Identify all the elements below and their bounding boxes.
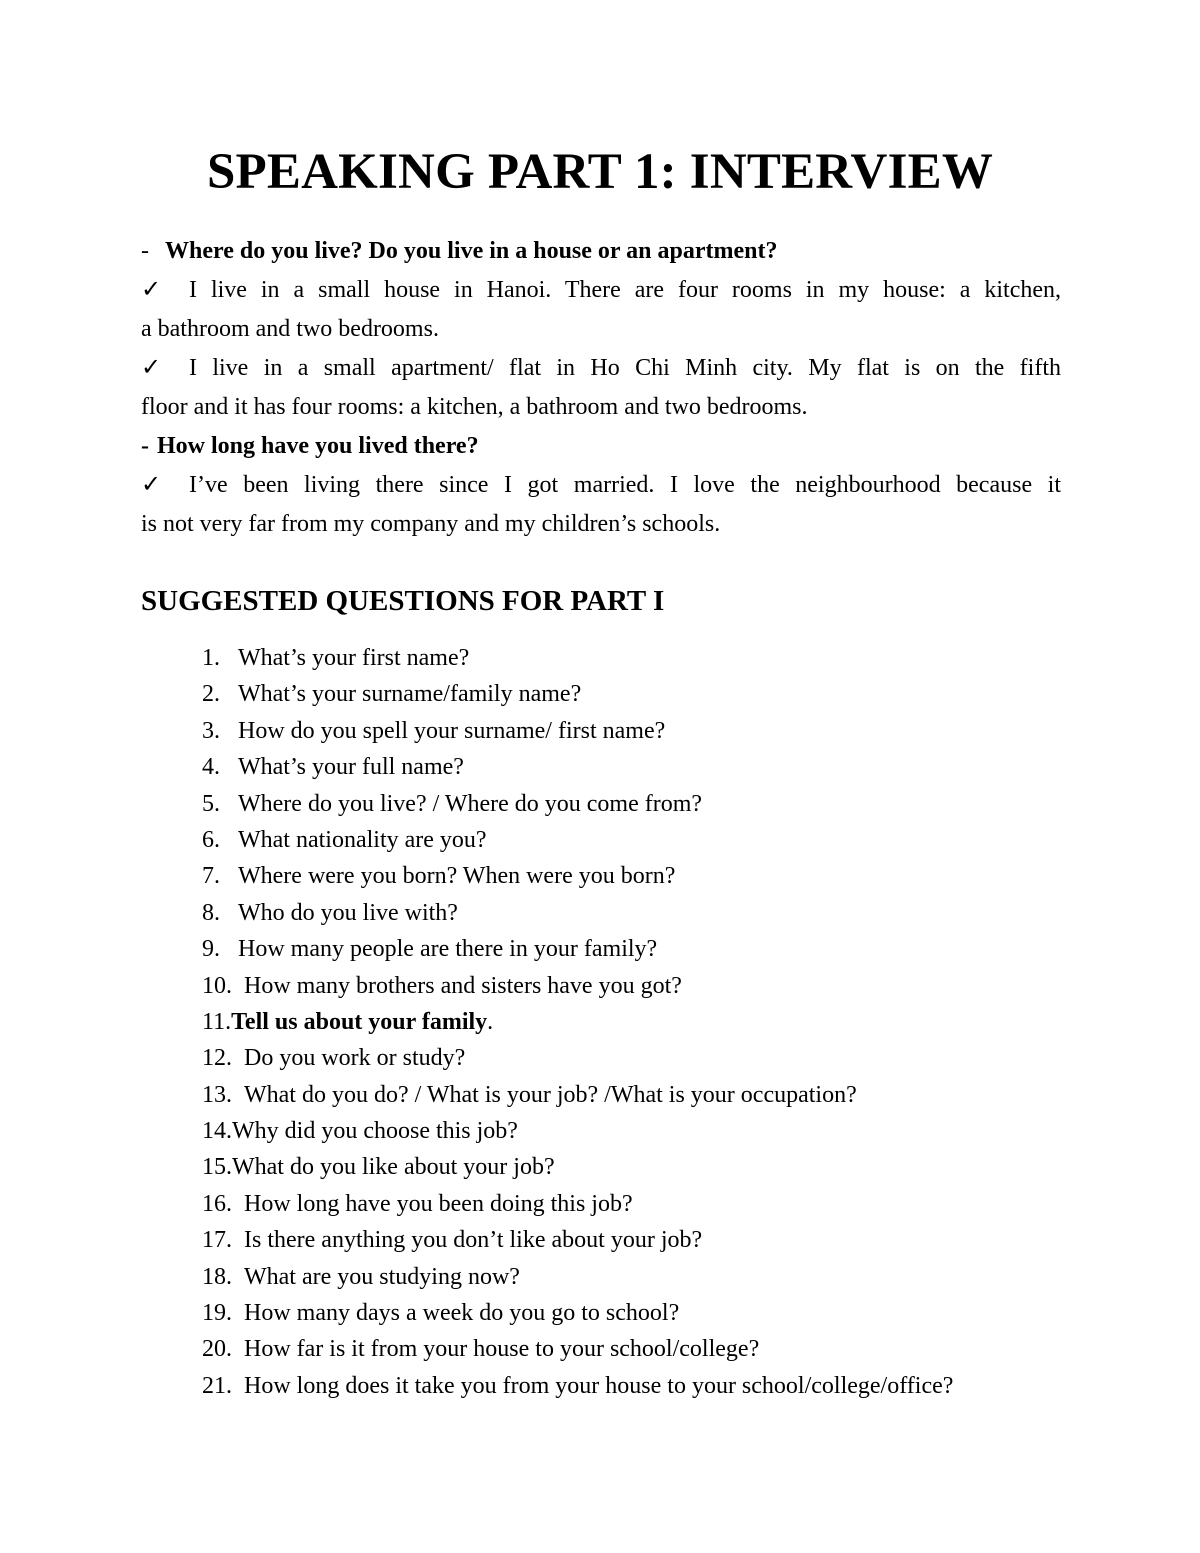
answer-line-continued — [141, 505, 1061, 544]
list-item-text: Who do you live with? — [238, 899, 458, 926]
list-item-text: How do you spell your surname/ first name? — [238, 717, 666, 744]
list-item — [202, 822, 1102, 858]
list-item-text: Is there anything you don’t like about your job? — [244, 1227, 703, 1254]
list-item — [202, 1222, 1102, 1258]
list-item-number: 5. — [202, 790, 220, 817]
answer-text: I live in a small apartment/ flat in Ho Chi Minh city. My flat is on the fifth — [189, 355, 1061, 381]
list-item — [202, 1186, 1102, 1222]
list-item-number: 3. — [202, 717, 220, 744]
list-item-text: Why did you choose this job? — [232, 1118, 518, 1145]
list-item-text: What’s your surname/family name? — [238, 681, 582, 708]
answer-line — [141, 349, 1061, 388]
question-text: Where do you live? Do you live in a house or an apartment? — [165, 238, 778, 264]
list-item — [202, 1331, 1102, 1367]
list-item-number: 19. — [202, 1300, 232, 1327]
list-item-text: How many brothers and sisters have you got? — [244, 972, 682, 999]
question-line — [141, 232, 1061, 271]
answer-text: I live in a small house in Hanoi. There are four rooms in my house: a kitchen, — [189, 277, 1061, 303]
list-item — [202, 968, 1102, 1004]
list-item — [202, 713, 1102, 749]
list-item — [202, 1368, 1102, 1404]
list-item-text: Where were you born? When were you born? — [238, 863, 676, 890]
answer-line — [141, 271, 1061, 310]
list-item — [202, 858, 1102, 894]
list-item — [202, 895, 1102, 931]
dash-marker: - — [141, 238, 149, 264]
list-item-text: How long have you been doing this job? — [244, 1190, 633, 1217]
questions-list — [202, 640, 1102, 1404]
list-item-number: 6. — [202, 826, 220, 853]
list-item-number: 20. — [202, 1336, 232, 1363]
list-item-number: 21. — [202, 1372, 232, 1399]
interview-sample-block — [141, 232, 1061, 544]
list-item — [202, 1004, 1102, 1040]
answer-line — [141, 466, 1061, 505]
list-item — [202, 640, 1102, 676]
page-title: SPEAKING PART 1: INTERVIEW — [206, 144, 994, 200]
list-item — [202, 1149, 1102, 1185]
checkmark-icon: ✓ — [141, 355, 162, 381]
list-item-text: How many people are there in your family? — [238, 936, 658, 963]
checkmark-icon: ✓ — [141, 472, 162, 498]
answer-line-continued — [141, 388, 1061, 427]
list-item — [202, 1295, 1102, 1331]
answer-text: is not very far from my company and my children’s schools. — [141, 511, 721, 537]
list-item-text: What do you like about your job? — [232, 1154, 555, 1181]
list-item-tail: . — [487, 1008, 494, 1035]
list-item — [202, 1077, 1102, 1113]
list-item-number: 11. — [202, 1008, 232, 1035]
list-item-text: Do you work or study? — [244, 1045, 466, 1072]
list-item-text: What nationality are you? — [238, 826, 487, 853]
list-item — [202, 931, 1102, 967]
answer-text: floor and it has four rooms: a kitchen, a bathroom and two bedrooms. — [141, 394, 808, 420]
list-item-text: How far is it from your house to your school/college? — [244, 1336, 760, 1363]
list-item — [202, 749, 1102, 785]
list-item-number: 9. — [202, 936, 220, 963]
list-item — [202, 676, 1102, 712]
list-item-number: 1. — [202, 645, 220, 671]
list-item-text: What do you do? / What is your job? /What is your occupation? — [244, 1081, 857, 1108]
list-item-number: 14. — [202, 1118, 232, 1145]
list-item-text: How many days a week do you go to school? — [244, 1300, 680, 1327]
list-item-number: 2. — [202, 681, 220, 708]
list-item-number: 8. — [202, 899, 220, 926]
answer-text: I’ve been living there since I got married. I love the neighbourhood because it — [189, 472, 1061, 498]
answer-text: a bathroom and two bedrooms. — [141, 316, 439, 342]
list-item — [202, 1259, 1102, 1295]
list-item-number: 18. — [202, 1263, 232, 1290]
list-item-number: 13. — [202, 1081, 232, 1108]
list-item-number: 17. — [202, 1227, 232, 1254]
list-item — [202, 786, 1102, 822]
list-item — [202, 1040, 1102, 1076]
question-line — [141, 427, 1061, 466]
list-item-number: 4. — [202, 754, 220, 781]
list-item-number: 12. — [202, 1045, 232, 1072]
list-item — [202, 1113, 1102, 1149]
list-item-number: 16. — [202, 1190, 232, 1217]
section-title: SUGGESTED QUESTIONS FOR PART I — [141, 585, 665, 617]
list-item-text: How long does it take you from your house to your school/college/office? — [244, 1372, 954, 1399]
question-text: How long have you lived there? — [157, 433, 479, 459]
list-item-text: Where do you live? / Where do you come from? — [238, 790, 703, 817]
list-item-text: What’s your full name? — [238, 754, 464, 781]
list-item-text: Tell us about your family — [231, 1008, 488, 1035]
checkmark-icon: ✓ — [141, 277, 162, 303]
dash-marker: - — [141, 433, 149, 459]
list-item-text: What are you studying now? — [244, 1263, 520, 1290]
list-item-number: 10. — [202, 972, 232, 999]
list-item-number: 7. — [202, 863, 220, 890]
answer-line-continued — [141, 310, 1061, 349]
list-item-number: 15. — [202, 1154, 232, 1181]
list-item-text: What’s your first name? — [238, 645, 470, 671]
